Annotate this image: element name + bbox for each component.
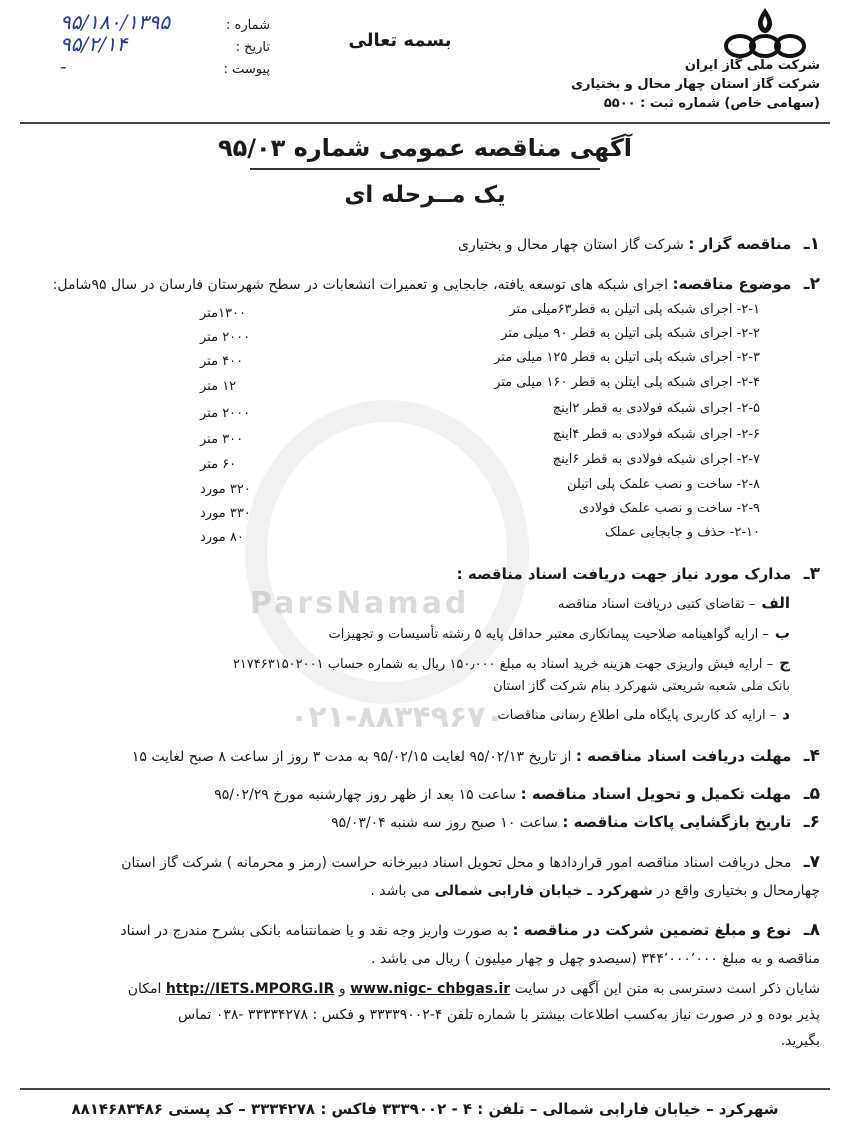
site-link[interactable]: http://IETS.MPORG.IR	[165, 981, 335, 997]
list-item: ۲-۳- اجرای شبکه پلی اتیلن به قطر ۱۲۵ میلی متر	[494, 350, 760, 365]
section-text: شرکت گاز استان چهار محال و بختیاری	[457, 237, 684, 253]
letter-meta	[30, 10, 270, 82]
section-number: ۳ـ	[803, 564, 820, 584]
sub-item	[60, 592, 790, 616]
company-line: (سهامی خاص) شماره ثبت : ۵۵۰۰	[603, 96, 820, 111]
note	[30, 976, 820, 1054]
section-8	[30, 916, 820, 973]
section-text: می باشد .	[370, 883, 431, 899]
watermark-phone: ۰۲۱-۸۸۳۴۹۶۷۰	[290, 700, 504, 735]
section-text: ساعت ۱۰ صبح روز سه شنبه ۹۵/۰۳/۰۴	[331, 815, 558, 831]
section-number: ۷ـ	[803, 852, 820, 872]
section-number: ۱ـ	[803, 234, 820, 254]
section-address: شهرکرد ـ خیابان فارابی شمالی	[434, 883, 653, 899]
section-text: محل دریافت اسناد مناقصه امور قراردادها و محل تحویل اسناد دبیرخانه حراست (رمز و محرمانه ) شرکت گاز استان	[121, 855, 792, 871]
note-text: امکان	[127, 981, 162, 997]
meta-value: -	[60, 54, 68, 78]
sub-item	[60, 622, 790, 646]
section-number: ۸ـ	[803, 920, 820, 940]
sub-item	[60, 676, 790, 698]
list-item-qty: ۴۰۰ متر	[200, 354, 244, 369]
section-2	[30, 272, 820, 297]
list-item-qty: ۳۳۰ مورد	[200, 506, 251, 521]
sub-item	[60, 703, 790, 727]
sub-text: بانک ملی شعبه شریعتی شهرکرد بنام شرکت گاز استان	[493, 679, 790, 694]
list-item-qty: ۸۰ مورد	[200, 530, 244, 545]
bismillah: بسمه تعالی	[348, 30, 452, 51]
list-item: ۲-۹- ساخت و نصب علمک فولادی	[578, 501, 760, 516]
site-link[interactable]: www.nigc- chbgas.ir	[350, 981, 511, 997]
sub-key: د	[782, 705, 790, 723]
section-4	[30, 744, 820, 769]
section-label: موضوع مناقصه:	[672, 275, 792, 293]
watermark-brand: ParsNamad	[250, 586, 470, 621]
section-6	[30, 810, 820, 835]
list-item: ۲-۴- اجرای شبکه پلی ایتلن به قطر ۱۶۰ میلی متر	[494, 375, 760, 390]
list-item-qty: ۳۲۰ مورد	[200, 482, 251, 497]
section-label: مهلت تکمیل و تحویل اسناد مناقصه :	[520, 785, 792, 803]
footer-address: شهرکرد – خیابان فارابی شمالی – تلفن : ۴ - ۳۳۳۹۰۰۲ فاکس : ۳۳۳۴۲۷۸ – کد پستی ۸۸۱۴۶۸۳۴۸۶	[71, 1100, 779, 1118]
section-label: تاریخ بازگشایی پاکات مناقصه :	[562, 813, 792, 831]
list-item: ۲-۸- ساخت و نصب علمک پلی اتیلن	[566, 477, 760, 492]
note-text: بگیرید.	[780, 1033, 820, 1049]
section-text: به صورت واریز وجه نقد و یا ضمانتنامه بانکی بشرح مندرج در اسناد	[120, 923, 509, 939]
nigc-logo	[720, 6, 810, 62]
list-item-qty: ۲۰۰۰ متر	[200, 406, 251, 421]
section-3	[30, 562, 820, 587]
section-number: ۲ـ	[803, 274, 820, 294]
list-item-qty: ۲۰۰۰ متر	[200, 330, 251, 345]
note-text: پذیر بوده و در صورت نیاز به‌کسب اطلاعات بیشتر با شماره تلفن ۴-۳۳۳۳۹۰۰۲ و فکس : ۳۳۳۳۴۲۷۸ -۰۳۸ تماس	[178, 1007, 820, 1023]
section-label: مدارک مورد نیاز جهت دریافت اسناد مناقصه :	[456, 565, 792, 583]
sub-item	[60, 652, 790, 676]
sub-key: الف	[761, 594, 790, 612]
section-number: ۵ـ	[803, 784, 820, 804]
list-item-qty: ۶۰ متر	[200, 457, 237, 472]
meta-label: شماره :	[226, 18, 270, 33]
section-text: مناقصه و به مبلغ ۳۴۴٬۰۰۰٬۰۰۰ (سیصدو چهل و چهار میلیون ) ریال می باشد .	[371, 951, 820, 967]
section-number: ۶ـ	[803, 812, 820, 832]
meta-label: تاریخ :	[235, 40, 270, 55]
header-rule	[20, 122, 830, 124]
meta-value: ۹۵/۲/۱۴	[60, 32, 128, 56]
list-item: ۲-۶- اجرای شبکه فولادی به قطر ۴اینچ	[552, 427, 760, 442]
section-label: مهلت دریافت اسناد مناقصه :	[575, 747, 792, 765]
sub-text: – تقاضای کتبی دریافت اسناد مناقصه	[557, 597, 756, 612]
section-text: چهارمحال و بختیاری واقع در	[657, 883, 820, 899]
note-text: شایان ذکر است دسترسی به متن این آگهی در سایت	[514, 981, 820, 997]
sub-text: – ارایه کد کاربری پایگاه ملی اطلاع رسانی مناقصات	[497, 708, 777, 723]
list-item-qty: ۱۲ متر	[200, 379, 237, 394]
section-7	[30, 848, 820, 905]
company-line: شرکت ملی گاز ایران	[684, 58, 820, 73]
sub-text: – ارایه گواهینامه صلاحیت پیمانکاری معتبر حداقل پایه ۵ رشته تأسیسات و تجهیزات	[328, 627, 769, 642]
sub-key: ج	[779, 654, 790, 672]
company-block	[560, 56, 820, 113]
meta-label: پیوست :	[223, 62, 270, 77]
meta-value: ۹۵/۱۸۰/۱۳۹۵	[60, 10, 171, 34]
page-subtitle: یک مــرحله ای	[344, 182, 506, 208]
list-item-qty: ۳۰۰ متر	[200, 432, 244, 447]
footer-rule	[20, 1088, 830, 1090]
list-item-qty: ۱۳۰۰متر	[200, 306, 246, 321]
section-label: مناقصه گزار :	[688, 235, 792, 253]
list-item: ۲-۲- اجرای شبکه پلی اتیلن به قطر ۹۰ میلی متر	[501, 326, 760, 341]
section-label: نوع و مبلغ تضمین شرکت در مناقصه :	[512, 921, 792, 939]
sub-text: – ارایه فیش واریزی جهت هزینه خرید اسناد به مبلغ ۱۵۰٫۰۰۰ ریال به شماره حساب ۲۱۷۴۶۳۱۵۰۲۰۰۱	[232, 657, 774, 672]
section-text: از تاریخ ۹۵/۰۲/۱۳ لغایت ۹۵/۰۲/۱۵ به مدت ۳ روز از ساعت ۸ صبح لغایت ۱۵	[131, 749, 572, 765]
sub-key: ب	[774, 624, 790, 642]
section-1	[30, 232, 820, 257]
title-underline	[250, 168, 600, 170]
note-text: و	[338, 981, 346, 997]
section-5	[30, 782, 820, 807]
section-text: ساعت ۱۵ بعد از ظهر روز چهارشنبه مورخ ۹۵/۰۲/۲۹	[214, 787, 517, 803]
list-item: ۲-۷- اجرای شبکه فولادی به قطر ۶اینچ	[552, 452, 760, 467]
section-number: ۴ـ	[803, 746, 820, 766]
page-title: آگهی مناقصه عمومی شماره ۹۵/۰۳	[217, 134, 633, 162]
section-text: اجرای شبکه های توسعه یافته، جابجایی و تعمیرات انشعابات در سطح شهرستان فارسان در سال ۹۵شامل:	[52, 277, 669, 293]
list-item: ۲-۱۰- حذف و جابجایی عملک	[604, 525, 760, 540]
list-item: ۲-۱- اجرای شبکه پلی اتیلن به قطر۶۳میلی متر	[509, 302, 760, 317]
list-item: ۲-۵- اجرای شبکه فولادی به قطر ۲اینچ	[552, 401, 760, 416]
company-line: شرکت گاز استان چهار محال و بختیاری	[571, 77, 820, 92]
